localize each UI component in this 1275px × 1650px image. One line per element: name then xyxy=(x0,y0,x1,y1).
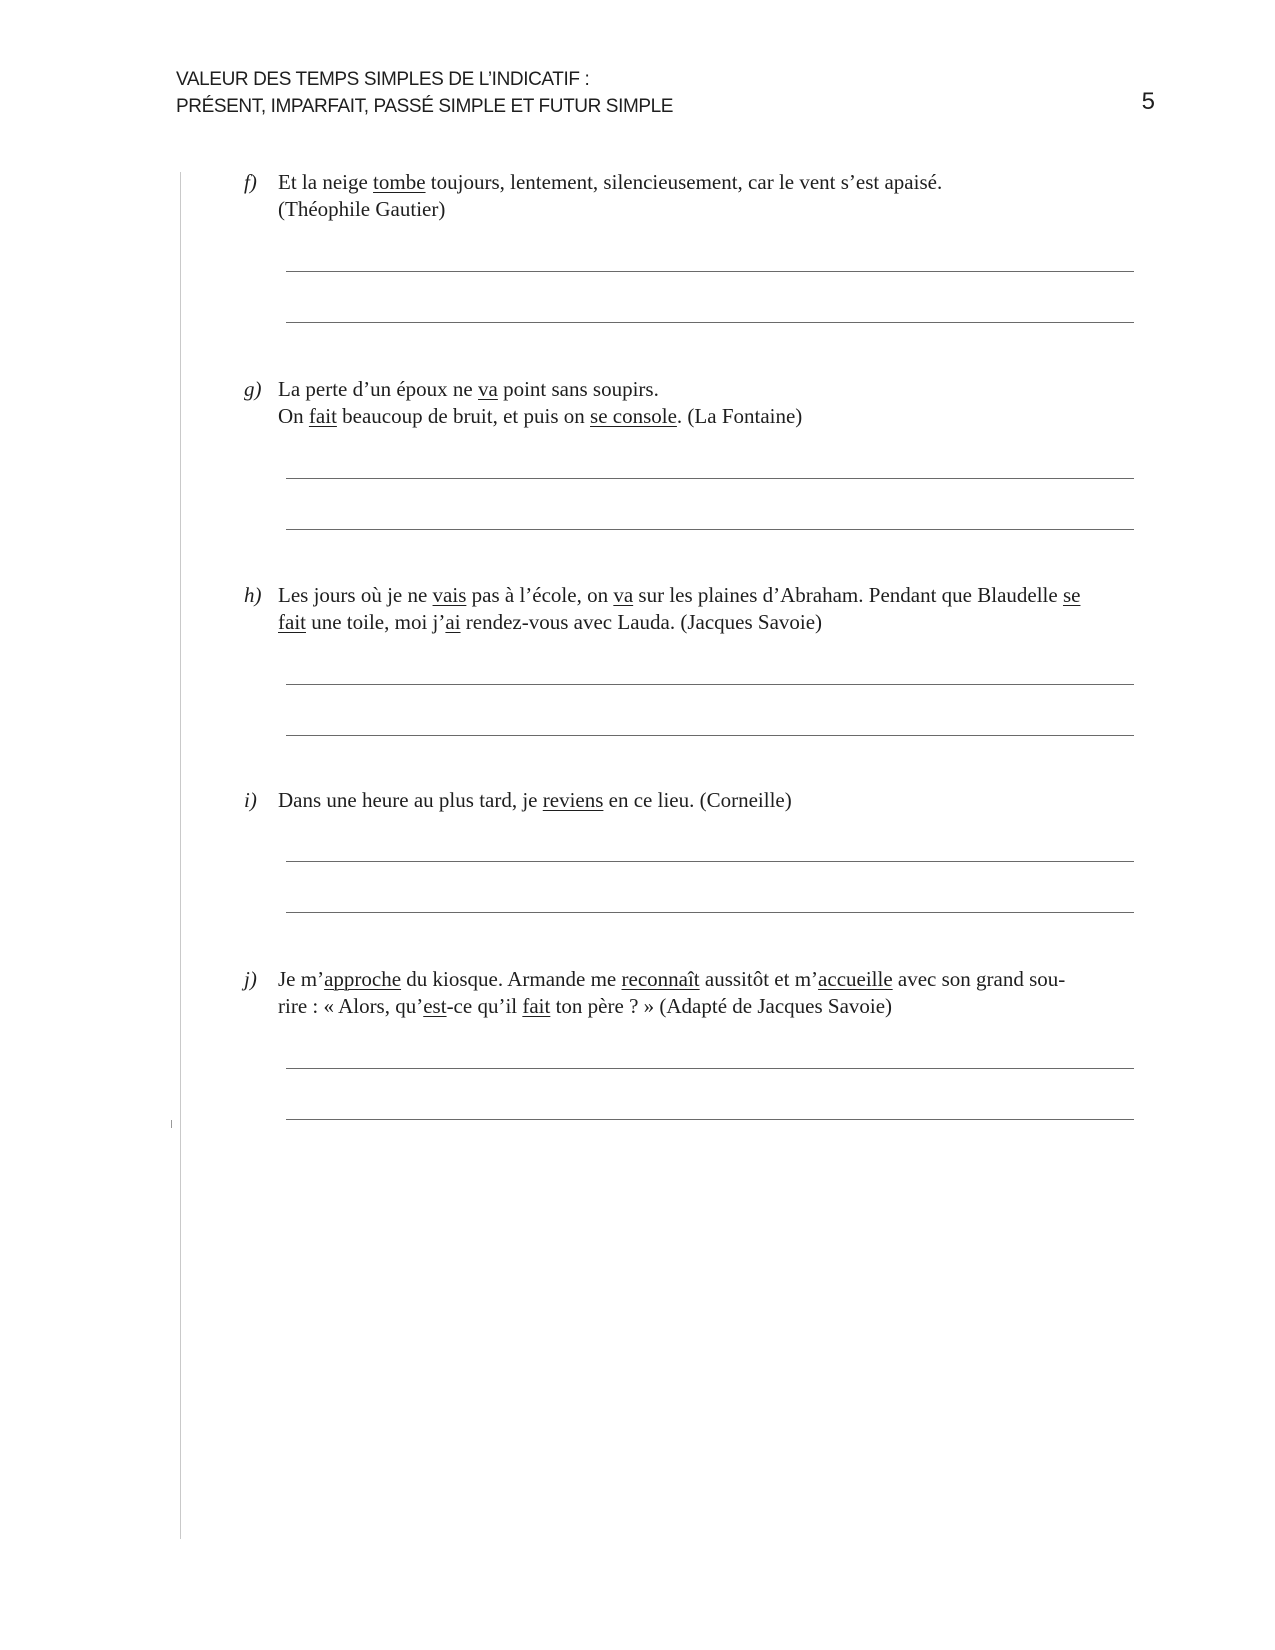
underlined-verb: se xyxy=(1062,583,1081,607)
sentence-text: aussitôt et m’ xyxy=(699,967,819,991)
sentence-text: rire : « Alors, qu’ xyxy=(278,994,424,1018)
answer-line-g-1[interactable] xyxy=(286,478,1134,479)
sentence-text: Dans une heure au plus tard, je xyxy=(278,788,543,812)
sentence-text: rendez-vous avec Lauda. (Jacques Savoie) xyxy=(460,610,823,634)
sentence-text: . (La Fontaine) xyxy=(676,404,803,428)
sentence-line xyxy=(278,993,1144,1020)
sentence-line xyxy=(278,169,1144,196)
exercise-sentence xyxy=(278,169,1144,223)
exercise-label: j) xyxy=(244,967,257,991)
sentence-text: On xyxy=(278,404,309,428)
page-number: 5 xyxy=(1141,88,1155,115)
header-title-line-2: PRÉSENT, IMPARFAIT, PASSÉ SIMPLE ET FUTUR SIMPLE xyxy=(176,96,674,117)
underlined-verb: fait xyxy=(522,994,551,1018)
sentence-text: en ce lieu. (Corneille) xyxy=(603,788,792,812)
underlined-verb: tombe xyxy=(373,170,426,194)
underlined-verb: se console xyxy=(590,404,677,428)
answer-line-j-1[interactable] xyxy=(286,1068,1134,1069)
underlined-verb: fait xyxy=(278,610,306,634)
answer-line-h-2[interactable] xyxy=(286,735,1134,736)
sentence-text: La perte d’un époux ne xyxy=(278,377,479,401)
underlined-verb: fait xyxy=(308,404,337,428)
exercise-label: g) xyxy=(244,377,262,401)
sentence-text: -ce qu’il xyxy=(446,994,523,1018)
exercise-label: i) xyxy=(244,788,257,812)
answer-line-i-2[interactable] xyxy=(286,912,1134,913)
sentence-text: (Théophile Gautier) xyxy=(278,197,446,221)
answer-line-i-1[interactable] xyxy=(286,861,1134,862)
underlined-verb: va xyxy=(478,377,498,401)
sentence-text: Les jours où je ne xyxy=(278,583,433,607)
sentence-text: Et la neige xyxy=(278,170,374,194)
answer-line-f-2[interactable] xyxy=(286,322,1134,323)
underlined-verb: reviens xyxy=(542,788,604,812)
sentence-text: point sans soupirs. xyxy=(497,377,659,401)
underlined-verb: vais xyxy=(432,583,467,607)
underlined-verb: approche xyxy=(324,967,402,991)
running-header xyxy=(176,66,1136,120)
exercise-label: f) xyxy=(244,170,257,194)
sentence-text: beaucoup de bruit, et puis on xyxy=(336,404,591,428)
underlined-verb: ai xyxy=(445,610,461,634)
sentence-line xyxy=(278,609,1144,636)
sentence-text: sur les plaines d’Abraham. Pendant que Blaudelle xyxy=(633,583,1063,607)
sentence-line xyxy=(278,403,1144,430)
underlined-verb: reconnaît xyxy=(621,967,700,991)
answer-line-g-2[interactable] xyxy=(286,529,1134,530)
exercise-sentence xyxy=(278,582,1144,636)
sentence-line xyxy=(278,196,1144,223)
sentence-line xyxy=(278,582,1144,609)
header-title-line-1: VALEUR DES TEMPS SIMPLES DE L’INDICATIF : xyxy=(176,69,590,90)
sentence-line xyxy=(278,787,1144,814)
underlined-verb: accueille xyxy=(818,967,893,991)
exercise-sentence xyxy=(278,787,1144,814)
sentence-text: Je m’ xyxy=(278,967,325,991)
exercise-sentence xyxy=(278,966,1144,1020)
sentence-text: du kiosque. Armande me xyxy=(401,967,622,991)
sentence-text: ton père ? » (Adapté de Jacques Savoie) xyxy=(550,994,893,1018)
sentence-text: une toile, moi j’ xyxy=(305,610,446,634)
answer-line-j-2[interactable] xyxy=(286,1119,1134,1120)
margin-rule xyxy=(180,172,181,1539)
answer-line-f-1[interactable] xyxy=(286,271,1134,272)
sentence-line xyxy=(278,966,1144,993)
underlined-verb: va xyxy=(613,583,634,607)
answer-line-h-1[interactable] xyxy=(286,684,1134,685)
sentence-text: toujours, lentement, silencieusement, car le vent s’est apaisé. xyxy=(425,170,943,194)
margin-tick-mark xyxy=(171,1120,172,1128)
underlined-verb: est xyxy=(423,994,447,1018)
sentence-line xyxy=(278,376,1144,403)
exercise-label: h) xyxy=(244,583,262,607)
sentence-text: avec son grand sou- xyxy=(892,967,1066,991)
exercise-sentence xyxy=(278,376,1144,430)
sentence-text: pas à l’école, on xyxy=(466,583,614,607)
